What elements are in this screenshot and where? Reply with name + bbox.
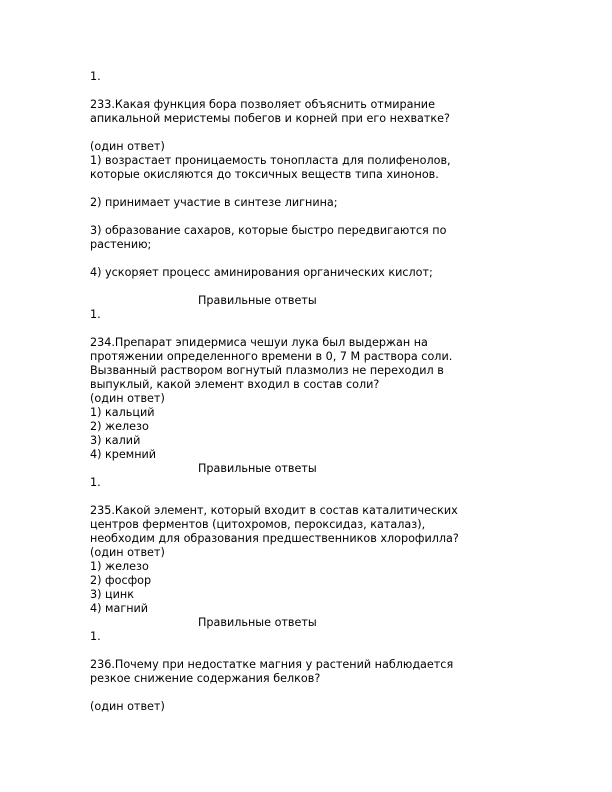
- question-text: протяжении определенного времени в 0, 7 М раствора соли.: [90, 350, 453, 363]
- option-4: 4) ускоряет процесс аминирования органических кислот;: [90, 266, 433, 279]
- option-3-cont: растению;: [90, 238, 152, 251]
- option-2: 2) фосфор: [90, 574, 152, 587]
- answer-mode: (один ответ): [90, 546, 165, 559]
- option-1: 1) железо: [90, 560, 149, 573]
- option-1-cont: которые окисляются до токсичных веществ типа хинонов.: [90, 168, 439, 181]
- option-2: 2) железо: [90, 420, 149, 433]
- question-text: апикальной меристемы побегов и корней при его нехватке?: [90, 112, 450, 125]
- option-4: 4) магний: [90, 602, 149, 615]
- option-3: 3) калий: [90, 434, 141, 447]
- option-2: 2) принимает участие в синтезе лигнина;: [90, 196, 338, 209]
- option-3: 3) цинк: [90, 588, 134, 601]
- answer-mode: (один ответ): [90, 392, 165, 405]
- correct-answer: 1.: [90, 308, 101, 321]
- question-text: 235.Какой элемент, который входит в состав каталитических: [90, 504, 458, 517]
- question-text: Вызванный раствором вогнутый плазмолиз не переходил в: [90, 364, 444, 377]
- option-1: 1) кальций: [90, 406, 155, 419]
- question-text: 236.Почему при недостатке магния у растений наблюдается: [90, 658, 454, 671]
- correct-answers-label: Правильные ответы: [198, 462, 317, 475]
- correct-answer: 1.: [90, 476, 101, 489]
- question-text: центров ферментов (цитохромов, пероксидаз, каталаз),: [90, 518, 426, 531]
- question-text: резкое снижение содержания белков?: [90, 672, 321, 685]
- question-text: необходим для образования предшественников хлорофилла?: [90, 532, 459, 545]
- option-3: 3) образование сахаров, которые быстро передвигаются по: [90, 224, 447, 237]
- correct-answer: 1.: [90, 630, 101, 643]
- option-1: 1) возрастает проницаемость тонопласта для полифенолов,: [90, 154, 451, 167]
- correct-answers-label: Правильные ответы: [198, 294, 317, 307]
- question-text: 233.Какая функция бора позволяет объяснить отмирание: [90, 98, 435, 111]
- previous-answer: 1.: [90, 70, 101, 83]
- option-4: 4) кремний: [90, 448, 157, 461]
- question-text: выпуклый, какой элемент входил в состав соли?: [90, 378, 380, 391]
- correct-answers-label: Правильные ответы: [198, 616, 317, 629]
- question-text: 234.Препарат эпидермиса чешуи лука был выдержан на: [90, 336, 428, 349]
- answer-mode: (один ответ): [90, 700, 165, 713]
- answer-mode: (один ответ): [90, 140, 165, 153]
